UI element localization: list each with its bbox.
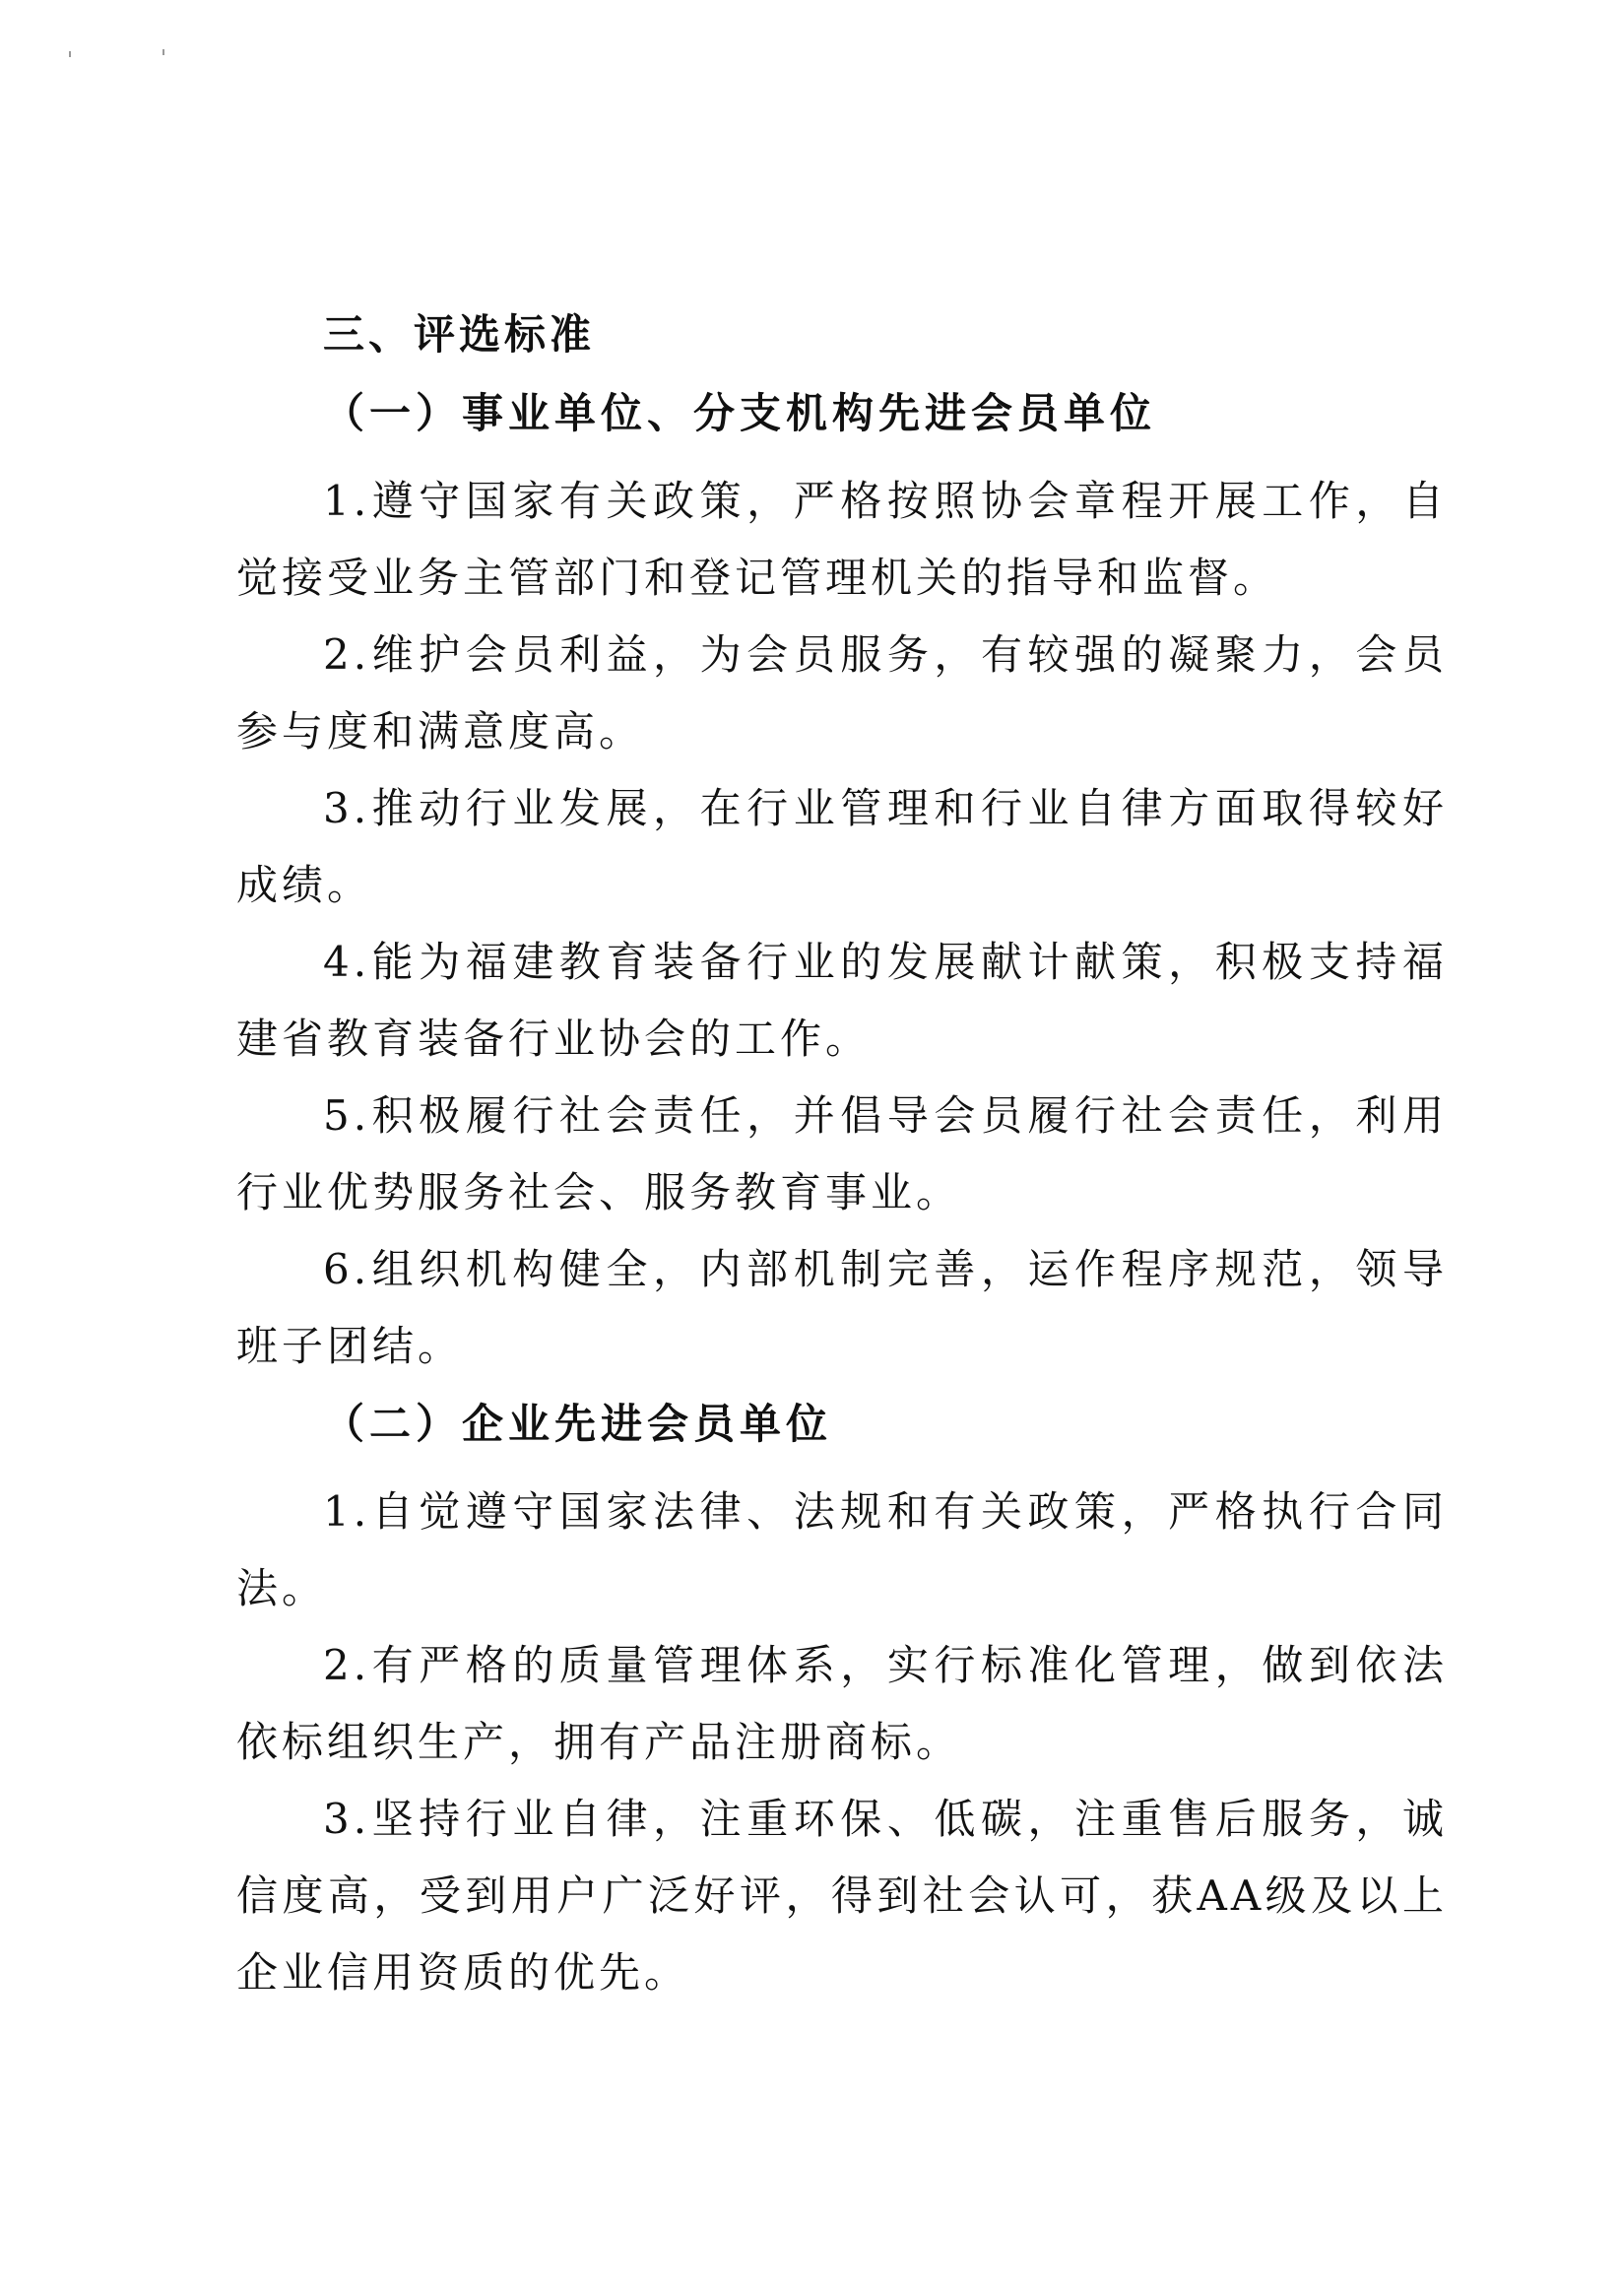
section-title: 三、评选标准 (323, 310, 596, 359)
part1-item-1: 1.遵守国家有关政策，严格按照协会章程开展工作，自觉接受业务主管部门和登记管理机关的指导和监督。 (236, 477, 1448, 602)
part2-title: （二）企业先进会员单位 (323, 1400, 833, 1448)
part1-item-6: 6.组织机构健全，内部机制完善，运作程序规范，领导班子团结。 (236, 1245, 1448, 1370)
part2-item-2: 2.有严格的质量管理体系，实行标准化管理，做到依法依标组织生产，拥有产品注册商标。 (236, 1641, 1448, 1766)
scan-artifact (69, 51, 71, 57)
document-body (236, 305, 1448, 2011)
part2-item-1: 1.自觉遵守国家法律、法规和有关政策，严格执行合同法。 (236, 1487, 1448, 1612)
part1-item-5: 5.积极履行社会责任，并倡导会员履行社会责任，利用行业优势服务社会、服务教育事业。 (236, 1091, 1448, 1216)
part1-title: （一）事业单位、分支机构先进会员单位 (323, 389, 1157, 437)
scan-artifact (162, 49, 164, 55)
part2-item-3: 3.坚持行业自律，注重环保、低碳，注重售后服务，诚信度高，受到用户广泛好评，得到社会认可，获AA级及以上企业信用资质的优先。 (236, 1795, 1448, 1997)
part1-item-2: 2.维护会员利益，为会员服务，有较强的凝聚力，会员参与度和满意度高。 (236, 630, 1448, 755)
part1-item-3: 3.推动行业发展，在行业管理和行业自律方面取得较好成绩。 (236, 784, 1448, 909)
part1-item-4: 4.能为福建教育装备行业的发展献计献策，积极支持福建省教育装备行业协会的工作。 (236, 938, 1448, 1063)
section-gap (236, 1385, 1448, 1395)
